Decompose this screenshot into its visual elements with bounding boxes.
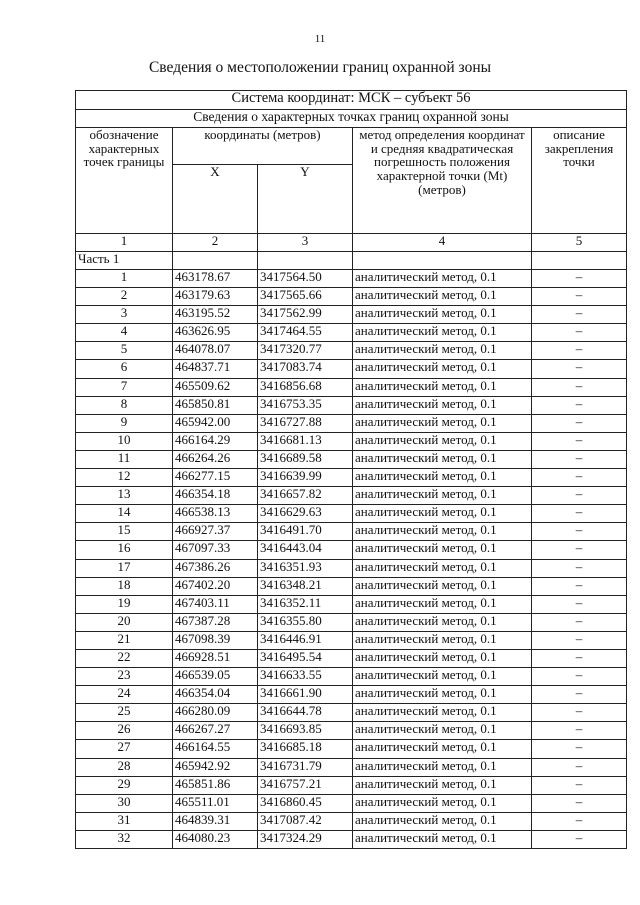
description-cell: –	[532, 505, 627, 523]
description-cell: –	[532, 306, 627, 324]
table-row	[76, 342, 627, 360]
coord-y: 3416443.04	[258, 541, 353, 559]
coord-x: 466280.09	[173, 704, 258, 722]
method-cell: аналитический метод, 0.1	[353, 306, 532, 324]
coord-x: 467387.28	[173, 613, 258, 631]
method-cell: аналитический метод, 0.1	[353, 396, 532, 414]
coord-y: 3416860.45	[258, 794, 353, 812]
point-number: 29	[76, 776, 173, 794]
table-row	[76, 812, 627, 830]
method-cell: аналитический метод, 0.1	[353, 722, 532, 740]
column-number: 2	[173, 234, 258, 252]
method-cell: аналитический метод, 0.1	[353, 414, 532, 432]
point-number: 18	[76, 577, 173, 595]
description-cell: –	[532, 758, 627, 776]
method-cell: аналитический метод, 0.1	[353, 631, 532, 649]
point-number: 25	[76, 704, 173, 722]
document-title: Сведения о местоположении границ охранной зоны	[148, 59, 492, 76]
description-cell: –	[532, 541, 627, 559]
page-number: 11	[314, 33, 326, 45]
point-number: 17	[76, 559, 173, 577]
point-number: 24	[76, 686, 173, 704]
point-number: 5	[76, 342, 173, 360]
column-number: 3	[258, 234, 353, 252]
table-row	[76, 722, 627, 740]
coord-x: 466354.18	[173, 487, 258, 505]
coord-y: 3417562.99	[258, 306, 353, 324]
coord-y: 3416355.80	[258, 613, 353, 631]
table-row	[76, 414, 627, 432]
column-number: 4	[353, 234, 532, 252]
point-number: 16	[76, 541, 173, 559]
table-row	[76, 469, 627, 487]
description-cell: –	[532, 523, 627, 541]
point-number: 32	[76, 830, 173, 848]
description-cell: –	[532, 830, 627, 848]
point-number: 20	[76, 613, 173, 631]
header-y: Y	[258, 165, 353, 234]
coord-y: 3417464.55	[258, 324, 353, 342]
coord-x: 466538.13	[173, 505, 258, 523]
method-cell: аналитический метод, 0.1	[353, 450, 532, 468]
method-cell: аналитический метод, 0.1	[353, 776, 532, 794]
method-cell: аналитический метод, 0.1	[353, 740, 532, 758]
header-point-designation: обозначение характерных точек границы	[76, 128, 173, 234]
point-number: 13	[76, 487, 173, 505]
method-cell: аналитический метод, 0.1	[353, 378, 532, 396]
point-number: 7	[76, 378, 173, 396]
column-number: 1	[76, 234, 173, 252]
description-cell: –	[532, 704, 627, 722]
coord-y: 3416856.68	[258, 378, 353, 396]
description-cell: –	[532, 559, 627, 577]
point-number: 28	[76, 758, 173, 776]
coord-y: 3416757.21	[258, 776, 353, 794]
description-cell: –	[532, 360, 627, 378]
description-cell: –	[532, 469, 627, 487]
point-number: 9	[76, 414, 173, 432]
point-number: 11	[76, 450, 173, 468]
coord-y: 3416633.55	[258, 668, 353, 686]
header-x: X	[173, 165, 258, 234]
table-row	[76, 577, 627, 595]
coord-x: 467386.26	[173, 559, 258, 577]
point-number: 31	[76, 812, 173, 830]
coord-y: 3416644.78	[258, 704, 353, 722]
method-cell: аналитический метод, 0.1	[353, 432, 532, 450]
coord-y: 3416639.99	[258, 469, 353, 487]
coord-y: 3416689.58	[258, 450, 353, 468]
point-number: 14	[76, 505, 173, 523]
coord-x: 467402.20	[173, 577, 258, 595]
description-cell: –	[532, 432, 627, 450]
coord-y: 3416685.18	[258, 740, 353, 758]
method-cell: аналитический метод, 0.1	[353, 613, 532, 631]
table-row	[76, 686, 627, 704]
description-cell: –	[532, 631, 627, 649]
coord-x: 463178.67	[173, 270, 258, 288]
point-number: 10	[76, 432, 173, 450]
table-row	[76, 541, 627, 559]
point-number: 4	[76, 324, 173, 342]
description-cell: –	[532, 776, 627, 794]
table-row	[76, 306, 627, 324]
column-number: 5	[532, 234, 627, 252]
method-cell: аналитический метод, 0.1	[353, 541, 532, 559]
point-number: 23	[76, 668, 173, 686]
coord-x: 466164.55	[173, 740, 258, 758]
description-cell: –	[532, 324, 627, 342]
description-cell: –	[532, 595, 627, 613]
table-row	[76, 649, 627, 667]
coord-y: 3417324.29	[258, 830, 353, 848]
description-cell: –	[532, 722, 627, 740]
coord-y: 3416495.54	[258, 649, 353, 667]
coord-x: 466928.51	[173, 649, 258, 667]
coord-x: 466539.05	[173, 668, 258, 686]
method-cell: аналитический метод, 0.1	[353, 812, 532, 830]
point-number: 22	[76, 649, 173, 667]
table-row	[76, 668, 627, 686]
table-row	[76, 559, 627, 577]
coord-x: 465942.00	[173, 414, 258, 432]
method-cell: аналитический метод, 0.1	[353, 649, 532, 667]
table-row	[76, 396, 627, 414]
coord-y: 3417083.74	[258, 360, 353, 378]
description-cell: –	[532, 487, 627, 505]
method-cell: аналитический метод, 0.1	[353, 559, 532, 577]
table-row	[76, 631, 627, 649]
table-row	[76, 324, 627, 342]
coord-y: 3417564.50	[258, 270, 353, 288]
method-cell: аналитический метод, 0.1	[353, 505, 532, 523]
point-number: 15	[76, 523, 173, 541]
table-row	[76, 523, 627, 541]
description-cell: –	[532, 686, 627, 704]
description-cell: –	[532, 378, 627, 396]
coord-x: 463195.52	[173, 306, 258, 324]
header-coordinates: координаты (метров)	[173, 128, 353, 165]
coord-x: 466927.37	[173, 523, 258, 541]
table-row	[76, 776, 627, 794]
method-cell: аналитический метод, 0.1	[353, 577, 532, 595]
coord-x: 466264.26	[173, 450, 258, 468]
table-row	[76, 432, 627, 450]
method-cell: аналитический метод, 0.1	[353, 324, 532, 342]
point-number: 8	[76, 396, 173, 414]
table-row	[76, 288, 627, 306]
coord-y: 3416693.85	[258, 722, 353, 740]
method-cell: аналитический метод, 0.1	[353, 830, 532, 848]
table-row	[76, 270, 627, 288]
description-cell: –	[532, 649, 627, 667]
method-cell: аналитический метод, 0.1	[353, 288, 532, 306]
coord-y: 3416661.90	[258, 686, 353, 704]
description-cell: –	[532, 794, 627, 812]
point-number: 3	[76, 306, 173, 324]
method-cell: аналитический метод, 0.1	[353, 704, 532, 722]
table-row	[76, 378, 627, 396]
method-cell: аналитический метод, 0.1	[353, 360, 532, 378]
header-description: описание закрепления точки	[532, 128, 627, 234]
method-cell: аналитический метод, 0.1	[353, 686, 532, 704]
coordinate-system-label: Система координат: МСК – субъект 56	[76, 91, 627, 110]
coord-x: 465850.81	[173, 396, 258, 414]
table-row	[76, 758, 627, 776]
coord-x: 466354.04	[173, 686, 258, 704]
description-cell: –	[532, 668, 627, 686]
table-row	[76, 830, 627, 848]
description-cell: –	[532, 414, 627, 432]
coord-x: 467097.33	[173, 541, 258, 559]
description-cell: –	[532, 270, 627, 288]
method-cell: аналитический метод, 0.1	[353, 668, 532, 686]
point-number: 27	[76, 740, 173, 758]
point-number: 1	[76, 270, 173, 288]
point-number: 26	[76, 722, 173, 740]
coord-x: 466267.27	[173, 722, 258, 740]
part-row	[76, 252, 627, 270]
table-row	[76, 595, 627, 613]
coordinates-table	[75, 90, 627, 849]
method-cell: аналитический метод, 0.1	[353, 523, 532, 541]
method-cell: аналитический метод, 0.1	[353, 758, 532, 776]
coord-x: 465511.01	[173, 794, 258, 812]
coord-y: 3416446.91	[258, 631, 353, 649]
description-cell: –	[532, 342, 627, 360]
coord-x: 464078.07	[173, 342, 258, 360]
description-cell: –	[532, 288, 627, 306]
coord-y: 3417565.66	[258, 288, 353, 306]
coord-x: 467403.11	[173, 595, 258, 613]
coord-y: 3417087.42	[258, 812, 353, 830]
coord-x: 464837.71	[173, 360, 258, 378]
header-method: метод определения координат и средняя квадратическая погрешность положения характерной точки (Mt) (метров)	[353, 128, 532, 234]
coord-x: 463179.63	[173, 288, 258, 306]
method-cell: аналитический метод, 0.1	[353, 487, 532, 505]
method-cell: аналитический метод, 0.1	[353, 342, 532, 360]
coord-y: 3416727.88	[258, 414, 353, 432]
method-cell: аналитический метод, 0.1	[353, 270, 532, 288]
description-cell: –	[532, 740, 627, 758]
description-cell: –	[532, 812, 627, 830]
table-row	[76, 487, 627, 505]
point-number: 21	[76, 631, 173, 649]
description-cell: –	[532, 450, 627, 468]
coord-x: 466277.15	[173, 469, 258, 487]
coord-y: 3416681.13	[258, 432, 353, 450]
coord-x: 465942.92	[173, 758, 258, 776]
method-cell: аналитический метод, 0.1	[353, 595, 532, 613]
coord-y: 3416351.93	[258, 559, 353, 577]
table-row	[76, 794, 627, 812]
coord-x: 467098.39	[173, 631, 258, 649]
coord-x: 466164.29	[173, 432, 258, 450]
coord-y: 3416352.11	[258, 595, 353, 613]
table-row	[76, 505, 627, 523]
coord-y: 3416348.21	[258, 577, 353, 595]
point-number: 30	[76, 794, 173, 812]
coord-x: 464839.31	[173, 812, 258, 830]
coord-y: 3416629.63	[258, 505, 353, 523]
coord-y: 3416491.70	[258, 523, 353, 541]
coord-x: 463626.95	[173, 324, 258, 342]
coord-y: 3416731.79	[258, 758, 353, 776]
part-label: Часть 1	[76, 252, 173, 270]
table-row	[76, 613, 627, 631]
method-cell: аналитический метод, 0.1	[353, 794, 532, 812]
table-row	[76, 450, 627, 468]
description-cell: –	[532, 577, 627, 595]
point-number: 19	[76, 595, 173, 613]
coord-x: 464080.23	[173, 830, 258, 848]
coord-y: 3417320.77	[258, 342, 353, 360]
coord-y: 3416753.35	[258, 396, 353, 414]
table-row	[76, 360, 627, 378]
table-subtitle: Сведения о характерных точках границ охранной зоны	[76, 110, 627, 128]
description-cell: –	[532, 396, 627, 414]
description-cell: –	[532, 613, 627, 631]
coord-y: 3416657.82	[258, 487, 353, 505]
coord-x: 465851.86	[173, 776, 258, 794]
point-number: 12	[76, 469, 173, 487]
table-row	[76, 704, 627, 722]
point-number: 2	[76, 288, 173, 306]
coord-x: 465509.62	[173, 378, 258, 396]
column-number-row	[76, 234, 627, 252]
table-row	[76, 740, 627, 758]
method-cell: аналитический метод, 0.1	[353, 469, 532, 487]
point-number: 6	[76, 360, 173, 378]
